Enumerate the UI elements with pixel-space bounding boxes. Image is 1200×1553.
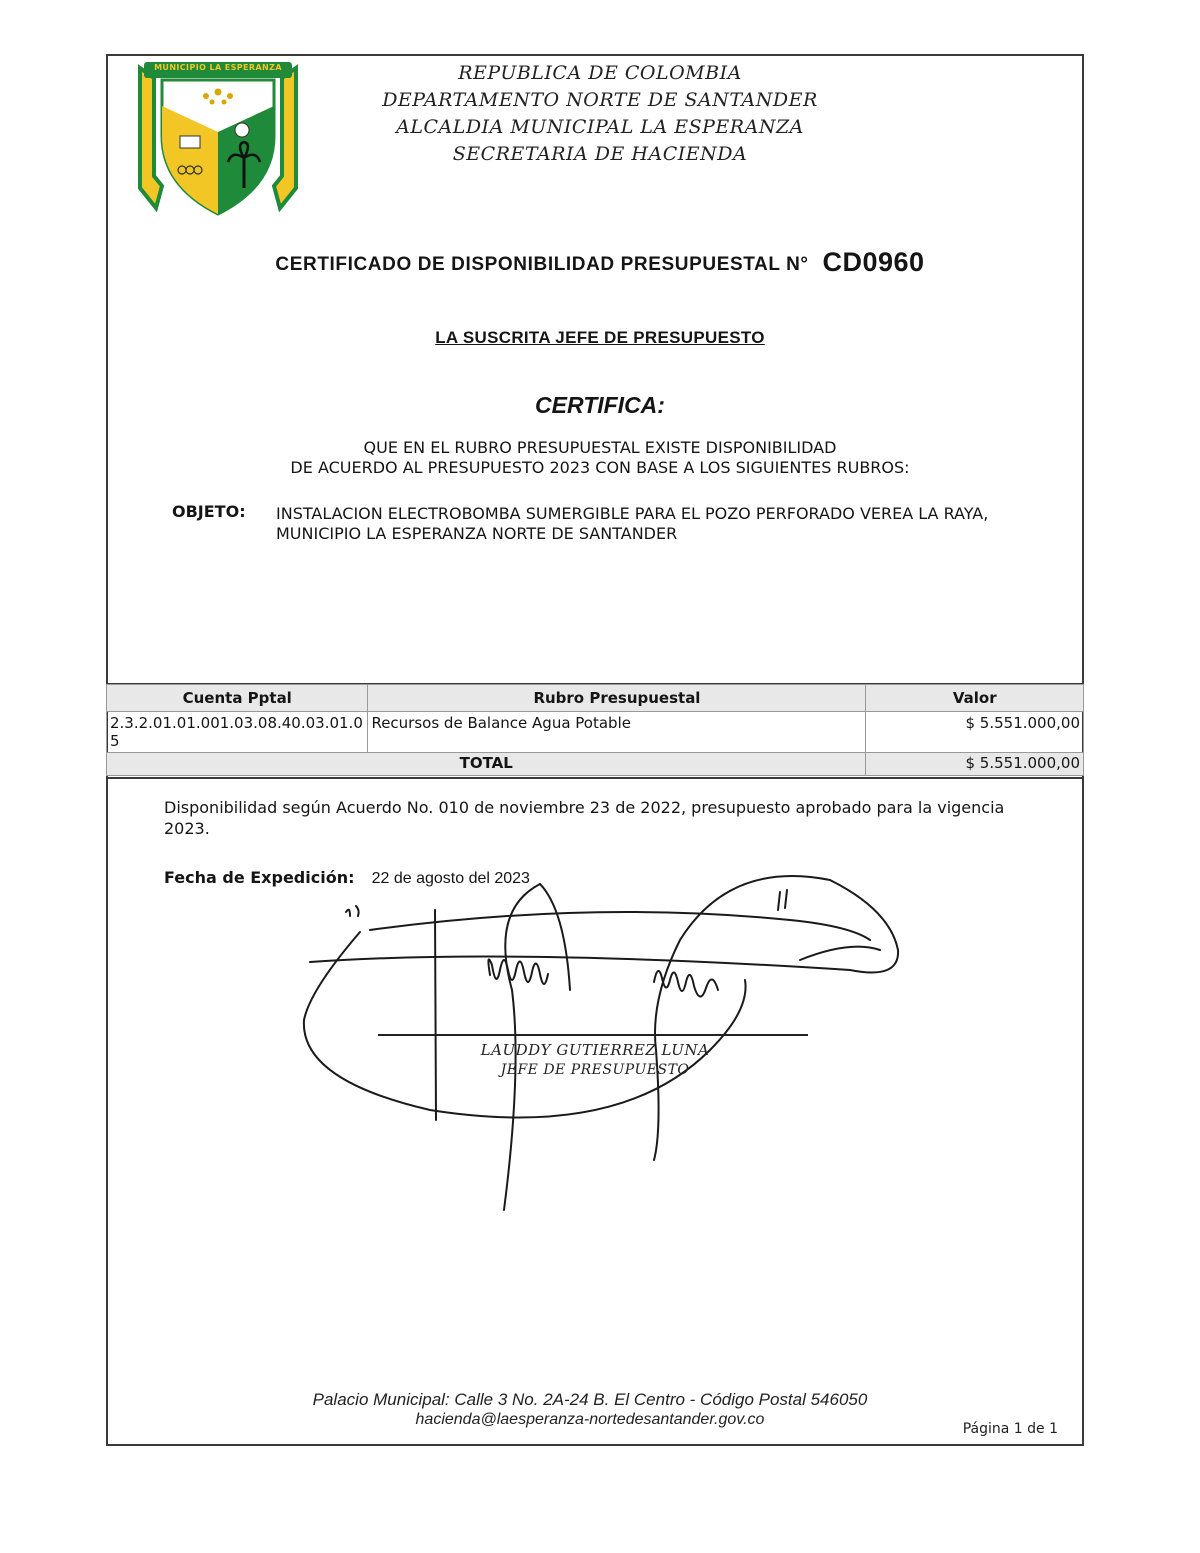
column-header-cuenta: Cuenta Pptal (107, 685, 368, 712)
objeto-label: OBJETO: (172, 502, 246, 521)
table-total-row (107, 753, 1084, 776)
municipal-crest-icon (132, 58, 304, 218)
cell-cuenta: 2.3.2.01.01.001.03.08.40.03.01.05 (107, 712, 368, 753)
footer-address: Palacio Municipal: Calle 3 No. 2A-24 B. El Centro - Código Postal 546050 (312, 1390, 868, 1409)
letterhead (340, 60, 860, 168)
table-header-row (107, 685, 1084, 712)
signer-title: JEFE DE PRESUPUESTO (500, 1062, 690, 1078)
issue-date-value: 22 de agosto del 2023 (371, 870, 530, 887)
objeto-text: INSTALACION ELECTROBOMBA SUMERGIBLE PARA EL POZO PERFORADO VEREA LA RAYA, MUNICIPIO LA ESPERANZA NORTE DE SANTANDER (276, 504, 989, 543)
header-secretariat: SECRETARIA DE HACIENDA (452, 143, 748, 165)
section-divider (106, 777, 1084, 779)
total-label: TOTAL (107, 753, 866, 776)
table-row (107, 712, 1084, 753)
page-number: Página 1 de 1 (962, 1421, 1058, 1437)
budget-table (106, 684, 1084, 776)
footer-email: hacienda@laesperanza-nortedesantander.gov.co (415, 1411, 765, 1428)
intro-line-1: QUE EN EL RUBRO PRESUPUESTAL EXISTE DISPONIBILIDAD (363, 438, 837, 457)
certificate-title-text: CERTIFICADO DE DISPONIBILIDAD PRESUPUESTAL N° (275, 254, 809, 275)
certificate-number: CD0960 (822, 247, 925, 277)
signer-name: LAUDDY GUTIERREZ LUNA (480, 1041, 710, 1059)
intro-text (0, 438, 1200, 478)
availability-note: Disponibilidad según Acuerdo No. 010 de noviembre 23 de 2022, presupuesto aprobado para la vigencia 2023. (164, 798, 1005, 838)
signature-line (378, 1034, 808, 1036)
column-header-rubro: Rubro Presupuestal (368, 685, 866, 712)
crest-banner-label: MUNICIPIO LA ESPERANZA (154, 63, 282, 72)
issue-date-label: Fecha de Expedición: (164, 868, 355, 887)
header-country: REPUBLICA DE COLOMBIA (458, 62, 742, 84)
cell-rubro: Recursos de Balance Agua Potable (368, 712, 866, 753)
cell-valor: $ 5.551.000,00 (866, 712, 1084, 753)
intro-line-2: DE ACUERDO AL PRESUPUESTO 2023 CON BASE A LOS SIGUIENTES RUBROS: (290, 458, 910, 477)
header-department: DEPARTAMENTO NORTE DE SANTANDER (382, 89, 818, 111)
total-value: $ 5.551.000,00 (866, 753, 1084, 776)
header-municipality: ALCALDIA MUNICIPAL LA ESPERANZA (396, 116, 804, 138)
signatory-heading: LA SUSCRITA JEFE DE PRESUPUESTO (435, 328, 765, 347)
certificate-title (0, 246, 1200, 277)
column-header-valor: Valor (866, 685, 1084, 712)
certifica-heading: CERTIFICA: (535, 392, 665, 418)
